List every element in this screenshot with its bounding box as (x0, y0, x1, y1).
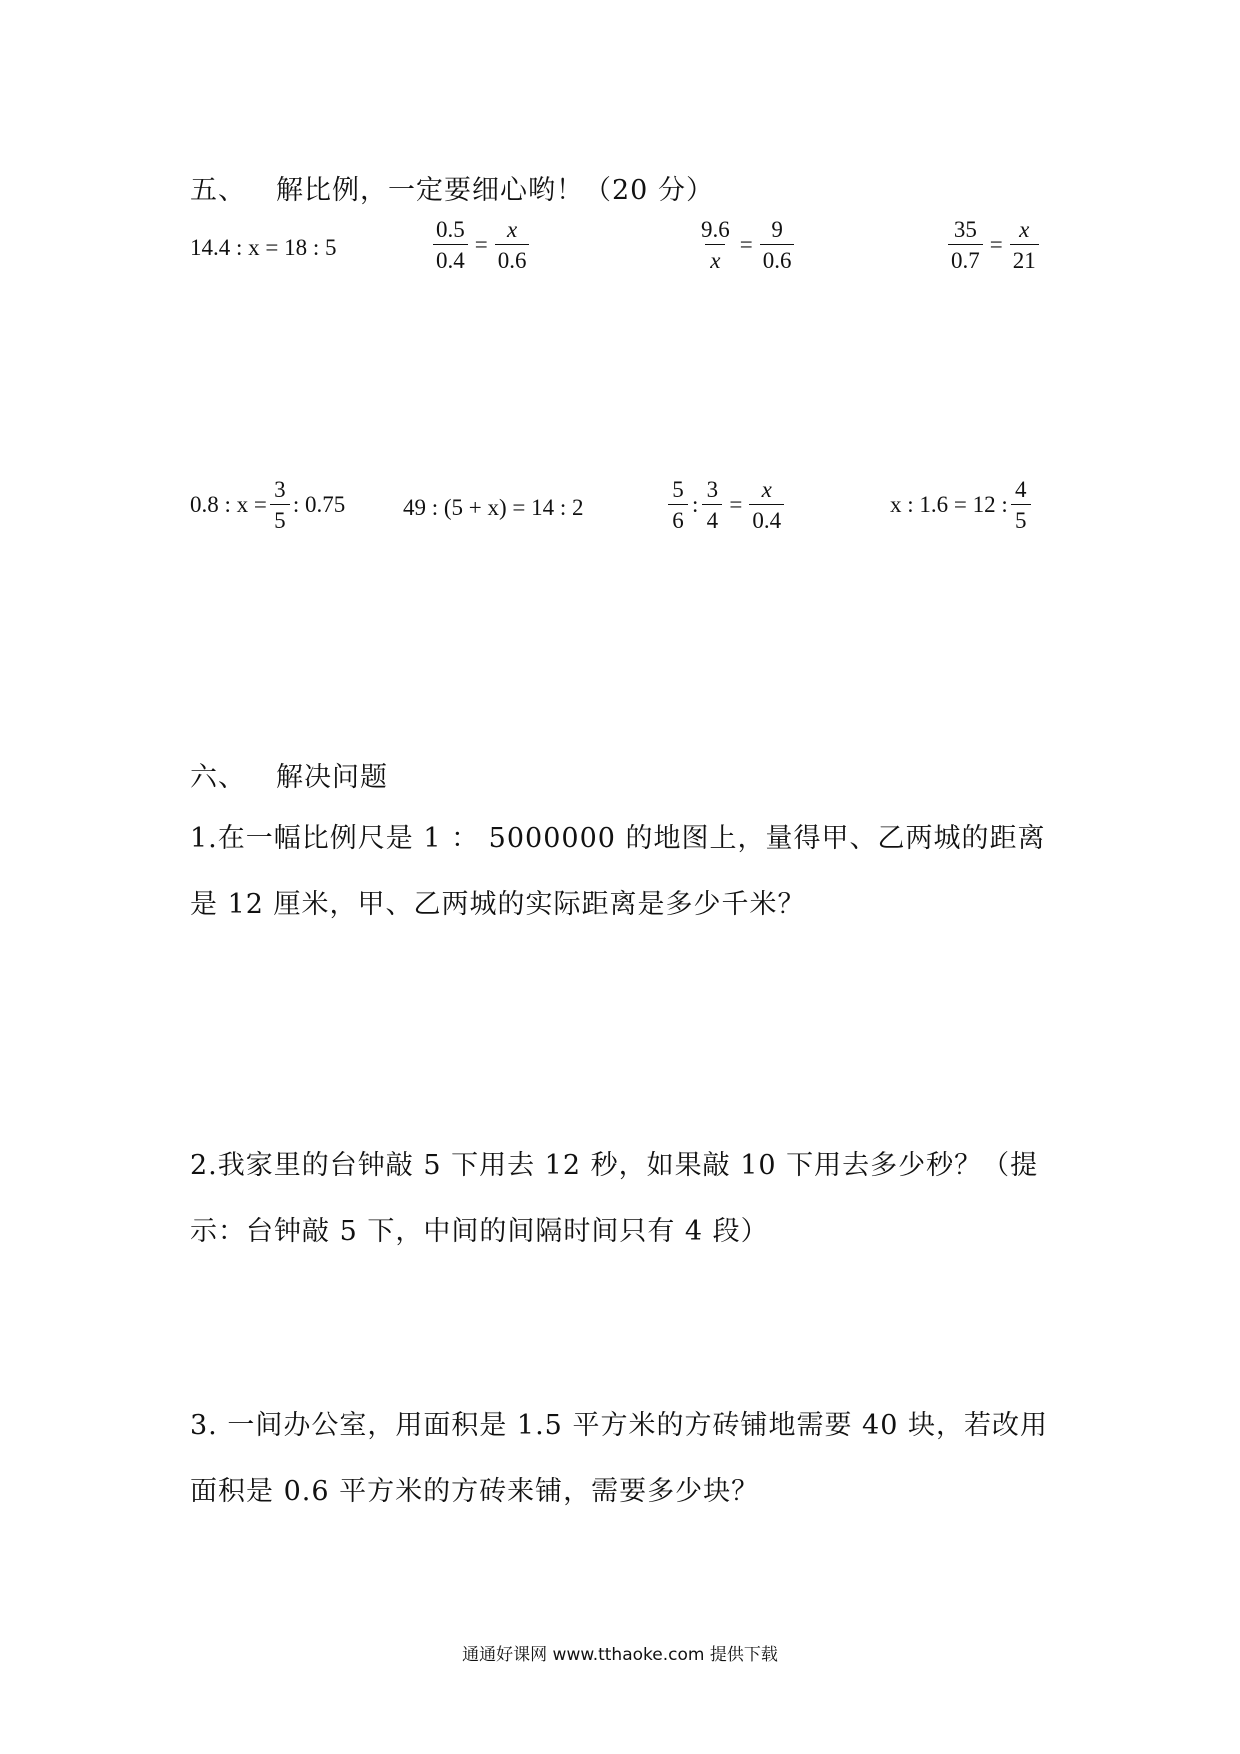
equation-4: $\frac{35}{0.7}$ = $\frac{x}{21}$ (945, 218, 1042, 272)
equation-2: $\frac{0.5}{0.4}$ = $\frac{x}{0.6}$ (430, 218, 532, 272)
problem-3: 3. 一间办公室，用面积是 1.5 平方米的方砖铺地需要 40 块，若改用面积是 0.6 平方米的方砖来铺，需要多少块？ (190, 1410, 1048, 1507)
equation-5: 0.8 : x = $\frac{3}{5}$ : 0.75 (190, 477, 346, 533)
section-6-heading (190, 755, 388, 794)
fraction: $\frac{x}{21}$ (1010, 218, 1039, 272)
section-6-number: 六、 (190, 762, 246, 793)
fraction: $\frac{x}{0.4}$ (749, 478, 784, 532)
section-5-number: 五、 (190, 175, 246, 206)
fraction: $\frac{9}{0.6}$ (760, 218, 795, 272)
problem-2: 2.我家里的台钟敲 5 下用去 12 秒，如果敲 10 下用去多少秒？（提示：台钟敲 5 下，中间的间隔时间只有 4 段） (190, 1150, 1039, 1247)
problem-1: 1.在一幅比例尺是 1 ： 5000000 的地图上，量得甲、乙两城的距离是 12 厘米，甲、乙两城的实际距离是多少千米？ (190, 823, 1046, 920)
fraction: $\frac{9.6}{x}$ (701, 217, 730, 273)
fraction: $\frac{35}{0.7}$ (948, 218, 983, 272)
fraction: $\frac{3}{5}$ (270, 478, 290, 532)
section-5-heading (190, 168, 714, 207)
fraction: $\frac{x}{0.6}$ (495, 218, 530, 272)
equation-3: $\frac{9.6}{x}$ = $\frac{9}{0.6}$ (695, 218, 797, 272)
equation-7: $\frac{5}{6}$ : $\frac{3}{4}$ = $\frac{x}{0.4}$ (665, 478, 787, 532)
footer-credit: 通通好课网 www.tthaoke.com 提供下载 (462, 1645, 778, 1665)
fraction: $\frac{3}{4}$ (702, 478, 722, 532)
fraction: $\frac{4}{5}$ (1011, 478, 1031, 532)
fraction: $\frac{0.5}{0.4}$ (433, 218, 468, 272)
equation-6: 49 : (5 + x) = 14 : 2 (403, 495, 584, 520)
fraction: $\frac{5}{6}$ (668, 478, 688, 532)
section-5-title: 解比例，一定要细心哟！（20 分） (276, 175, 714, 206)
section-6-title: 解决问题 (276, 762, 388, 793)
equation-8: x : 1.6 = 12 : $\frac{4}{5}$ (890, 478, 1034, 532)
equation-1: 14.4 : x = 18 : 5 (190, 235, 337, 260)
